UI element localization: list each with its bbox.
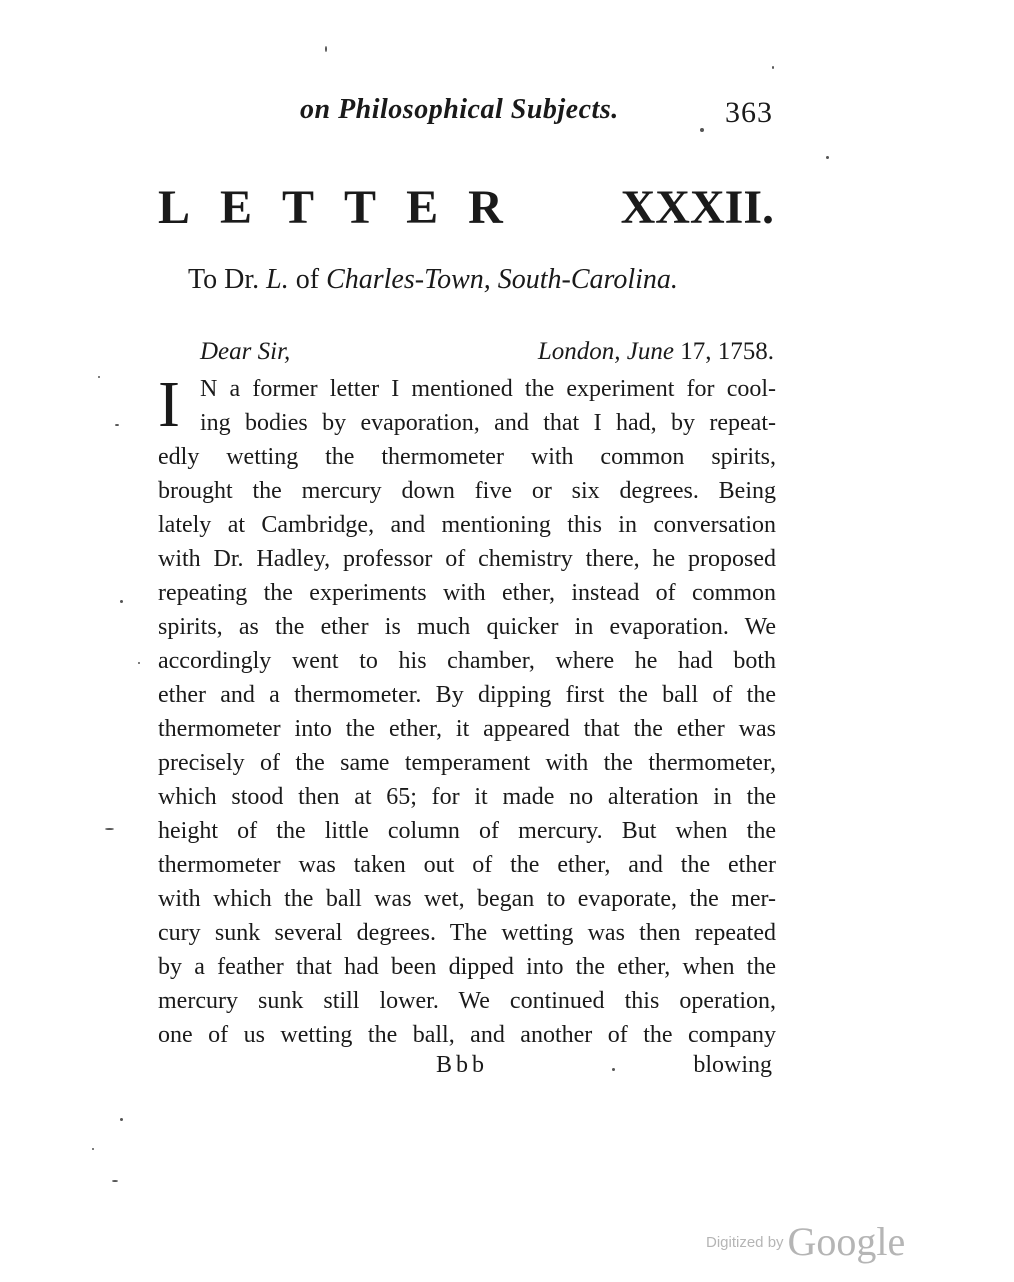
- body-line: precisely of the same temperament with the thermometer,: [158, 750, 776, 776]
- drop-cap: I: [158, 368, 180, 441]
- addressee-of: of: [288, 264, 327, 295]
- body-line: with which the ball was wet, began to evaporate, the mer-: [158, 886, 776, 912]
- scan-speck: [92, 1148, 94, 1150]
- scan-speck: [612, 1068, 615, 1071]
- body-line: ether and a thermometer. By dipping first the ball of the: [158, 682, 776, 708]
- google-logo: Google: [787, 1219, 906, 1264]
- body-line: spirits, as the ether is much quicker in evaporation. We: [158, 614, 776, 640]
- letter-title-numeral: XXXII.: [620, 181, 774, 234]
- body-line: accordingly went to his chamber, where he had both: [158, 648, 776, 674]
- dateline-place: London, June: [537, 338, 674, 365]
- scan-speck: [325, 46, 327, 52]
- addressee-prefix: To Dr.: [188, 264, 267, 295]
- letter-body: [158, 368, 776, 1052]
- body-line: N a former letter I mentioned the experiment for cool-: [200, 376, 776, 402]
- body-line: by a feather that had been dipped into the ether, when the: [158, 954, 776, 980]
- addressee-name: L.: [266, 264, 289, 295]
- body-line: brought the mercury down five or six degrees. Being: [158, 478, 776, 504]
- body-line: which stood then at 65; for it made no alteration in the: [158, 784, 776, 810]
- addressee-line: [188, 264, 678, 296]
- body-line: repeating the experiments with ether, instead of common: [158, 580, 776, 606]
- scan-speck: [112, 1180, 118, 1182]
- scan-speck: [826, 156, 829, 159]
- scan-speck: [120, 1118, 123, 1121]
- scan-speck: [98, 376, 100, 378]
- catchword: blowing: [693, 1052, 772, 1078]
- scan-speck: [105, 828, 114, 830]
- salutation-line: [158, 338, 774, 366]
- body-line: ing bodies by evaporation, and that I had, by repeat-: [200, 410, 776, 436]
- body-line: thermometer into the ether, it appeared that the ether was: [158, 716, 776, 742]
- letter-title: [158, 178, 774, 238]
- letter-title-word: LETTER: [158, 181, 533, 234]
- signature-mark: Bbb: [436, 1052, 489, 1078]
- scan-speck: [700, 128, 704, 132]
- body-line: cury sunk several degrees. The wetting was then repeated: [158, 920, 776, 946]
- dateline: [538, 338, 774, 366]
- scan-speck: [772, 66, 774, 69]
- scan-speck: [138, 662, 140, 664]
- digitized-by-google-watermark: [706, 1218, 905, 1265]
- catchline: [158, 1052, 774, 1086]
- scan-speck: [115, 424, 119, 426]
- dateline-date: 17, 1758.: [674, 338, 774, 365]
- body-line: thermometer was taken out of the ether, and the ether: [158, 852, 776, 878]
- watermark-prefix: Digitized by: [706, 1234, 784, 1251]
- page-number: 363: [725, 96, 773, 129]
- salutation: Dear Sir,: [200, 338, 291, 365]
- body-line: mercury sunk still lower. We continued this operation,: [158, 988, 776, 1014]
- addressee-place: Charles-Town, South-Carolina.: [326, 264, 678, 295]
- body-line: lately at Cambridge, and mentioning this in conversation: [158, 512, 776, 538]
- scan-speck: [120, 600, 123, 603]
- body-line: one of us wetting the ball, and another of the company: [158, 1022, 776, 1048]
- body-line: edly wetting the thermometer with common spirits,: [158, 444, 776, 470]
- running-head: on Philosophical Subjects.: [300, 94, 619, 125]
- body-line: height of the little column of mercury. But when the: [158, 818, 776, 844]
- body-line: with Dr. Hadley, professor of chemistry there, he proposed: [158, 546, 776, 572]
